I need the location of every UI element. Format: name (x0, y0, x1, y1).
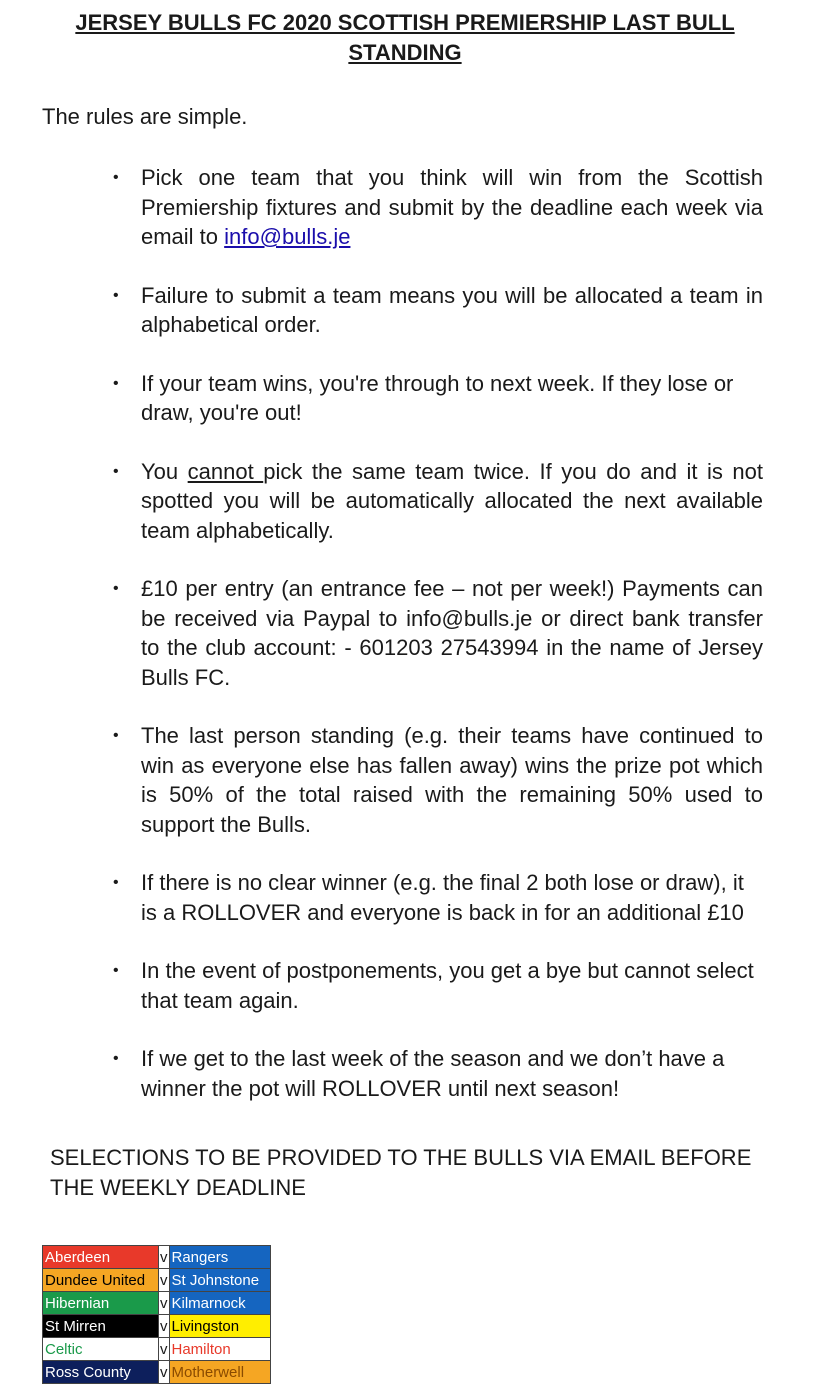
versus-label: v (159, 1292, 170, 1315)
rule-item (113, 457, 763, 546)
document-title: JERSEY BULLS FC 2020 SCOTTISH PREMIERSHIP LAST BULL STANDING (75, 10, 735, 65)
home-team: Ross County (43, 1361, 159, 1384)
rule-item (113, 574, 763, 692)
bullet-icon: • (113, 374, 119, 392)
bullet-icon: • (113, 580, 119, 597)
bullet-icon: • (113, 286, 119, 304)
bullet-icon: • (113, 727, 119, 744)
rule-text: If there is no clear winner (e.g. the final 2 both lose or draw), it is a ROLLOVER and everyone is back in for an additional £10 (141, 870, 744, 925)
rule-text: You (141, 458, 188, 484)
bullet-icon: • (113, 1050, 119, 1067)
away-team: Motherwell (169, 1361, 270, 1384)
home-team: Celtic (43, 1338, 159, 1361)
rule-text: If we get to the last week of the season and we don’t have a winner the pot will ROLLOVER until next season! (141, 1046, 725, 1101)
fixture-row (43, 1292, 271, 1315)
away-team: Livingston (169, 1315, 270, 1338)
rule-item (113, 163, 763, 252)
rule-text: Pick one team that you think will win from the Scottish Premiership fixtures and submit by the deadline each week via email to (141, 165, 763, 249)
intro-text: The rules are simple. (42, 104, 248, 129)
rule-text: The last person standing (e.g. their teams have continued to win as everyone else has fallen away) wins the prize pot which is 50% of the total raised with the remaining 50% used to support the Bulls. (141, 723, 763, 837)
away-team: Rangers (169, 1246, 270, 1269)
bullet-icon: • (113, 462, 119, 480)
selection-notice: SELECTIONS TO BE PROVIDED TO THE BULLS VIA EMAIL BEFORE THE WEEKLY DEADLINE (50, 1145, 752, 1200)
versus-label: v (159, 1361, 170, 1384)
home-team: St Mirren (43, 1315, 159, 1338)
email-link[interactable]: info@bulls.je (224, 224, 351, 249)
versus-label: v (159, 1338, 170, 1361)
rule-text: In the event of postponements, you get a bye but cannot select that team again. (141, 958, 754, 1013)
fixture-row (43, 1361, 271, 1384)
rule-item (113, 868, 763, 927)
rule-item (113, 721, 763, 839)
fixtures-table (42, 1245, 271, 1384)
home-team: Hibernian (43, 1292, 159, 1315)
bullet-icon: • (113, 874, 119, 891)
rule-text: £10 per entry (an entrance fee – not per week!) Payments can be received via Paypal to info@bulls.je or direct bank transfer to the club account: - 601203 27543994 in the name of Jersey Bulls FC. (141, 576, 763, 690)
versus-label: v (159, 1269, 170, 1292)
away-team: St Johnstone (169, 1269, 270, 1292)
rule-text: pick the same team twice. If you do and it is not spotted you will be automatically allocated the next available team alphabetically. (141, 458, 763, 543)
rule-item (113, 281, 763, 340)
rule-item (113, 1044, 763, 1103)
home-team: Aberdeen (43, 1246, 159, 1269)
rule-text: Failure to submit a team means you will be allocated a team in alphabetical order. (141, 282, 763, 337)
home-team: Dundee United (43, 1269, 159, 1292)
rule-emphasis: cannot (187, 458, 264, 484)
rule-text: If your team wins, you're through to next week. If they lose or draw, you're out! (141, 370, 734, 425)
rule-item (113, 956, 763, 1015)
fixture-row (43, 1338, 271, 1361)
fixture-row (43, 1269, 271, 1292)
bullet-icon: • (113, 962, 119, 979)
versus-label: v (159, 1315, 170, 1338)
fixture-row (43, 1246, 271, 1269)
away-team: Hamilton (169, 1338, 270, 1361)
rules-list (113, 163, 763, 1103)
versus-label: v (159, 1246, 170, 1269)
rule-item (113, 369, 763, 428)
bullet-icon: • (113, 169, 119, 186)
away-team: Kilmarnock (169, 1292, 270, 1315)
fixture-row (43, 1315, 271, 1338)
